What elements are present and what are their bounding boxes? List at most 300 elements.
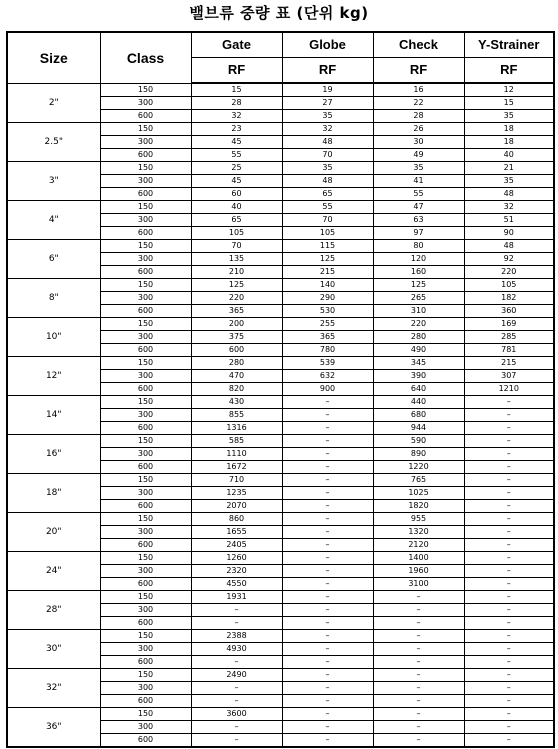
check-weight-cell: 3100 [373,578,464,591]
globe-weight-cell: – [282,513,373,526]
check-weight-cell: 16 [373,83,464,97]
y-strainer-weight-cell: 105 [464,279,554,292]
y-strainer-weight-cell: – [464,630,554,643]
size-cell: 14" [7,396,100,435]
y-strainer-weight-cell: – [464,513,554,526]
gate-weight-cell: 200 [191,318,282,331]
class-cell: 150 [100,552,191,565]
size-cell: 30" [7,630,100,669]
globe-weight-cell: 530 [282,305,373,318]
globe-weight-cell: 70 [282,149,373,162]
gate-weight-cell: – [191,695,282,708]
globe-weight-cell: – [282,448,373,461]
y-strainer-weight-cell: 92 [464,253,554,266]
gate-weight-cell: 470 [191,370,282,383]
gate-weight-cell: 15 [191,83,282,97]
check-weight-cell: – [373,643,464,656]
globe-weight-cell: – [282,487,373,500]
gate-weight-cell: 135 [191,253,282,266]
globe-weight-cell: 105 [282,227,373,240]
gate-weight-cell: 2490 [191,669,282,682]
gate-weight-cell: 105 [191,227,282,240]
table-row [7,396,554,409]
table-row [7,474,554,487]
y-strainer-rf-header: RF [464,58,554,84]
globe-weight-cell: 48 [282,136,373,149]
check-weight-cell: 590 [373,435,464,448]
globe-rf-header: RF [282,58,373,84]
gate-weight-cell: 60 [191,188,282,201]
check-weight-cell: – [373,721,464,734]
y-strainer-weight-cell: 215 [464,357,554,370]
class-cell: 600 [100,539,191,552]
globe-column-header: Globe [282,32,373,58]
gate-weight-cell: 45 [191,136,282,149]
check-weight-cell: 97 [373,227,464,240]
globe-weight-cell: – [282,552,373,565]
gate-rf-header: RF [191,58,282,84]
check-weight-cell: 440 [373,396,464,409]
check-weight-cell: 80 [373,240,464,253]
class-cell: 150 [100,201,191,214]
globe-weight-cell: 35 [282,110,373,123]
y-strainer-weight-cell: – [464,409,554,422]
y-strainer-weight-cell: – [464,565,554,578]
check-weight-cell: 1220 [373,461,464,474]
class-cell: 300 [100,97,191,110]
size-cell: 12" [7,357,100,396]
class-cell: 300 [100,292,191,305]
check-column-header: Check [373,32,464,58]
gate-weight-cell: 2405 [191,539,282,552]
check-rf-header: RF [373,58,464,84]
check-weight-cell: 265 [373,292,464,305]
table-row [7,162,554,175]
check-weight-cell: 944 [373,422,464,435]
y-strainer-weight-cell: 21 [464,162,554,175]
table-row [7,435,554,448]
check-weight-cell: – [373,682,464,695]
globe-weight-cell: – [282,669,373,682]
class-cell: 150 [100,83,191,97]
check-weight-cell: 30 [373,136,464,149]
table-row [7,513,554,526]
table-row [7,201,554,214]
size-cell: 10" [7,318,100,357]
globe-weight-cell: – [282,422,373,435]
y-strainer-weight-cell: 1210 [464,383,554,396]
y-strainer-weight-cell: 48 [464,240,554,253]
y-strainer-weight-cell: 18 [464,123,554,136]
globe-weight-cell: – [282,435,373,448]
gate-weight-cell: 1110 [191,448,282,461]
size-cell: 2.5" [7,123,100,162]
check-weight-cell: – [373,734,464,748]
globe-weight-cell: 215 [282,266,373,279]
gate-weight-cell: 280 [191,357,282,370]
globe-weight-cell: 539 [282,357,373,370]
gate-weight-cell: 820 [191,383,282,396]
globe-weight-cell: – [282,565,373,578]
class-cell: 600 [100,422,191,435]
table-row [7,552,554,565]
globe-weight-cell: – [282,409,373,422]
globe-weight-cell: – [282,500,373,513]
y-strainer-weight-cell: – [464,435,554,448]
check-weight-cell: – [373,695,464,708]
class-cell: 300 [100,409,191,422]
y-strainer-weight-cell: 35 [464,175,554,188]
globe-weight-cell: – [282,526,373,539]
gate-weight-cell: 365 [191,305,282,318]
globe-weight-cell: 48 [282,175,373,188]
y-strainer-weight-cell: – [464,500,554,513]
check-weight-cell: 160 [373,266,464,279]
y-strainer-weight-cell: 360 [464,305,554,318]
check-weight-cell: – [373,656,464,669]
class-cell: 600 [100,110,191,123]
table-row [7,318,554,331]
check-weight-cell: 120 [373,253,464,266]
check-weight-cell: 310 [373,305,464,318]
size-cell: 28" [7,591,100,630]
gate-weight-cell: 125 [191,279,282,292]
gate-weight-cell: 40 [191,201,282,214]
gate-weight-cell: – [191,617,282,630]
gate-weight-cell: – [191,734,282,748]
globe-weight-cell: 115 [282,240,373,253]
y-strainer-weight-cell: 12 [464,83,554,97]
check-weight-cell: – [373,708,464,721]
class-cell: 300 [100,526,191,539]
class-cell: 150 [100,123,191,136]
gate-weight-cell: – [191,682,282,695]
gate-weight-cell: 4550 [191,578,282,591]
size-cell: 18" [7,474,100,513]
gate-weight-cell: 65 [191,214,282,227]
gate-weight-cell: 1931 [191,591,282,604]
check-weight-cell: 55 [373,188,464,201]
gate-weight-cell: 25 [191,162,282,175]
size-cell: 2" [7,83,100,123]
class-cell: 150 [100,513,191,526]
class-cell: 300 [100,175,191,188]
y-strainer-weight-cell: – [464,396,554,409]
check-weight-cell: 220 [373,318,464,331]
class-cell: 600 [100,149,191,162]
y-strainer-weight-cell: – [464,461,554,474]
check-weight-cell: 125 [373,279,464,292]
check-weight-cell: 35 [373,162,464,175]
size-cell: 16" [7,435,100,474]
globe-weight-cell: 55 [282,201,373,214]
globe-weight-cell: 35 [282,162,373,175]
globe-weight-cell: 780 [282,344,373,357]
class-cell: 600 [100,500,191,513]
y-strainer-weight-cell: 169 [464,318,554,331]
table-row [7,240,554,253]
globe-weight-cell: 32 [282,123,373,136]
class-column-header: Class [100,32,191,83]
class-cell: 150 [100,669,191,682]
check-weight-cell: – [373,669,464,682]
y-strainer-weight-cell: 48 [464,188,554,201]
globe-weight-cell: 27 [282,97,373,110]
size-cell: 20" [7,513,100,552]
gate-weight-cell: 1672 [191,461,282,474]
y-strainer-weight-cell: 18 [464,136,554,149]
class-cell: 600 [100,734,191,748]
check-weight-cell: 1025 [373,487,464,500]
class-cell: 150 [100,474,191,487]
globe-weight-cell: 65 [282,188,373,201]
class-cell: 150 [100,708,191,721]
globe-weight-cell: – [282,604,373,617]
class-cell: 600 [100,461,191,474]
y-strainer-weight-cell: 307 [464,370,554,383]
y-strainer-weight-cell: – [464,682,554,695]
class-cell: 300 [100,604,191,617]
globe-weight-cell: – [282,474,373,487]
y-strainer-weight-cell: – [464,617,554,630]
y-strainer-weight-cell: – [464,708,554,721]
y-strainer-weight-cell: 781 [464,344,554,357]
check-weight-cell: – [373,591,464,604]
check-weight-cell: 41 [373,175,464,188]
y-strainer-weight-cell: 285 [464,331,554,344]
gate-weight-cell: 710 [191,474,282,487]
class-cell: 600 [100,656,191,669]
gate-weight-cell: 1235 [191,487,282,500]
gate-column-header: Gate [191,32,282,58]
globe-weight-cell: – [282,643,373,656]
y-strainer-column-header: Y-Strainer [464,32,554,58]
class-cell: 150 [100,357,191,370]
y-strainer-weight-cell: – [464,643,554,656]
table-row [7,669,554,682]
class-cell: 300 [100,253,191,266]
check-weight-cell: 47 [373,201,464,214]
gate-weight-cell: – [191,656,282,669]
class-cell: 300 [100,448,191,461]
check-weight-cell: 22 [373,97,464,110]
gate-weight-cell: 210 [191,266,282,279]
globe-weight-cell: 140 [282,279,373,292]
class-cell: 300 [100,643,191,656]
class-cell: 150 [100,318,191,331]
check-weight-cell: 280 [373,331,464,344]
valve-weight-table [6,31,555,748]
y-strainer-weight-cell: – [464,448,554,461]
check-weight-cell: 680 [373,409,464,422]
check-weight-cell: – [373,604,464,617]
check-weight-cell: 640 [373,383,464,396]
table-row [7,591,554,604]
gate-weight-cell: 585 [191,435,282,448]
y-strainer-weight-cell: – [464,552,554,565]
globe-weight-cell: – [282,461,373,474]
table-header [7,32,554,83]
size-cell: 4" [7,201,100,240]
globe-weight-cell: – [282,539,373,552]
y-strainer-weight-cell: – [464,669,554,682]
table-body [7,83,554,747]
gate-weight-cell: 430 [191,396,282,409]
gate-weight-cell: 2070 [191,500,282,513]
check-weight-cell: 890 [373,448,464,461]
y-strainer-weight-cell: – [464,734,554,748]
gate-weight-cell: 1655 [191,526,282,539]
class-cell: 600 [100,578,191,591]
table-row [7,708,554,721]
class-cell: 600 [100,305,191,318]
size-cell: 6" [7,240,100,279]
y-strainer-weight-cell: 32 [464,201,554,214]
gate-weight-cell: – [191,721,282,734]
class-cell: 300 [100,682,191,695]
globe-weight-cell: – [282,682,373,695]
globe-weight-cell: – [282,708,373,721]
globe-weight-cell: – [282,656,373,669]
gate-weight-cell: 600 [191,344,282,357]
class-cell: 150 [100,279,191,292]
table-row [7,83,554,97]
size-cell: 24" [7,552,100,591]
class-cell: 300 [100,565,191,578]
gate-weight-cell: 32 [191,110,282,123]
class-cell: 600 [100,617,191,630]
gate-weight-cell: 1316 [191,422,282,435]
gate-weight-cell: 220 [191,292,282,305]
gate-weight-cell: 28 [191,97,282,110]
globe-weight-cell: – [282,695,373,708]
size-cell: 3" [7,162,100,201]
globe-weight-cell: 70 [282,214,373,227]
check-weight-cell: 1320 [373,526,464,539]
page-title: 밸브류 중량 표 (단위 kg) [189,4,369,22]
y-strainer-weight-cell: 35 [464,110,554,123]
size-cell: 8" [7,279,100,318]
y-strainer-weight-cell: 182 [464,292,554,305]
check-weight-cell: 26 [373,123,464,136]
y-strainer-weight-cell: – [464,604,554,617]
gate-weight-cell: 2320 [191,565,282,578]
gate-weight-cell: 855 [191,409,282,422]
class-cell: 300 [100,487,191,500]
y-strainer-weight-cell: – [464,474,554,487]
class-cell: 300 [100,370,191,383]
y-strainer-weight-cell: – [464,526,554,539]
class-cell: 600 [100,344,191,357]
y-strainer-weight-cell: – [464,422,554,435]
check-weight-cell: 1400 [373,552,464,565]
globe-weight-cell: – [282,721,373,734]
globe-weight-cell: 632 [282,370,373,383]
check-weight-cell: 63 [373,214,464,227]
y-strainer-weight-cell: 51 [464,214,554,227]
size-cell: 36" [7,708,100,748]
globe-weight-cell: – [282,630,373,643]
globe-weight-cell: 365 [282,331,373,344]
globe-weight-cell: 125 [282,253,373,266]
globe-weight-cell: 255 [282,318,373,331]
y-strainer-weight-cell: – [464,578,554,591]
globe-weight-cell: 290 [282,292,373,305]
table-row [7,630,554,643]
gate-weight-cell: 1260 [191,552,282,565]
table-row [7,279,554,292]
check-weight-cell: 390 [373,370,464,383]
check-weight-cell: 490 [373,344,464,357]
size-cell: 32" [7,669,100,708]
class-cell: 300 [100,136,191,149]
gate-weight-cell: 4930 [191,643,282,656]
gate-weight-cell: 3600 [191,708,282,721]
gate-weight-cell: 70 [191,240,282,253]
class-cell: 150 [100,591,191,604]
class-cell: 300 [100,214,191,227]
class-cell: 300 [100,331,191,344]
y-strainer-weight-cell: 15 [464,97,554,110]
class-cell: 150 [100,162,191,175]
check-weight-cell: – [373,630,464,643]
check-weight-cell: 765 [373,474,464,487]
table-row [7,123,554,136]
globe-weight-cell: 900 [282,383,373,396]
gate-weight-cell: 2388 [191,630,282,643]
gate-weight-cell: 55 [191,149,282,162]
check-weight-cell: 955 [373,513,464,526]
class-cell: 600 [100,188,191,201]
y-strainer-weight-cell: 220 [464,266,554,279]
class-cell: 600 [100,266,191,279]
size-column-header: Size [7,32,100,83]
gate-weight-cell: – [191,604,282,617]
check-weight-cell: 49 [373,149,464,162]
gate-weight-cell: 45 [191,175,282,188]
y-strainer-weight-cell: – [464,721,554,734]
globe-weight-cell: – [282,591,373,604]
table-row [7,357,554,370]
globe-weight-cell: – [282,734,373,748]
check-weight-cell: 2120 [373,539,464,552]
class-cell: 600 [100,227,191,240]
check-weight-cell: 28 [373,110,464,123]
class-cell: 600 [100,383,191,396]
check-weight-cell: 345 [373,357,464,370]
class-cell: 150 [100,396,191,409]
check-weight-cell: 1960 [373,565,464,578]
globe-weight-cell: – [282,578,373,591]
gate-weight-cell: 23 [191,123,282,136]
gate-weight-cell: 860 [191,513,282,526]
class-cell: 150 [100,630,191,643]
y-strainer-weight-cell: 90 [464,227,554,240]
class-cell: 300 [100,721,191,734]
y-strainer-weight-cell: – [464,656,554,669]
check-weight-cell: 1820 [373,500,464,513]
gate-weight-cell: 375 [191,331,282,344]
class-cell: 150 [100,240,191,253]
y-strainer-weight-cell: – [464,539,554,552]
y-strainer-weight-cell: 40 [464,149,554,162]
class-cell: 150 [100,435,191,448]
y-strainer-weight-cell: – [464,487,554,500]
globe-weight-cell: – [282,617,373,630]
globe-weight-cell: 19 [282,83,373,97]
y-strainer-weight-cell: – [464,591,554,604]
class-cell: 600 [100,695,191,708]
